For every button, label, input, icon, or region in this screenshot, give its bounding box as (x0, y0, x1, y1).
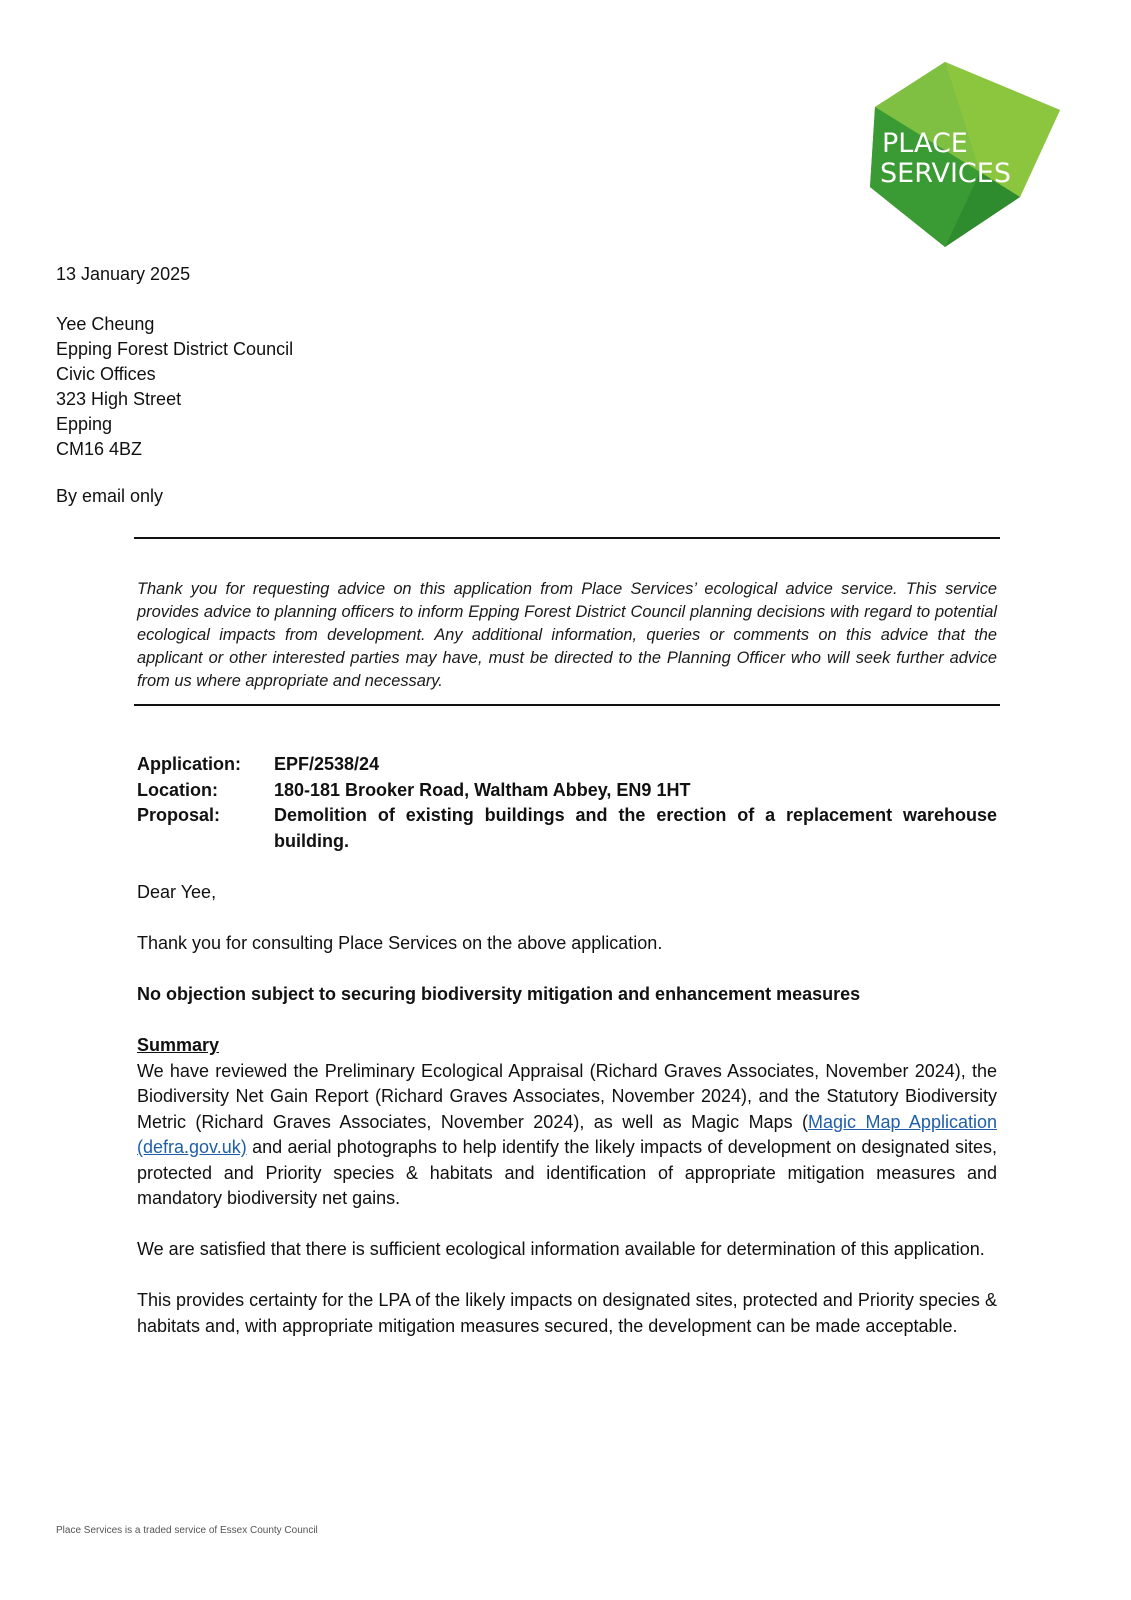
recipient-postcode: CM16 4BZ (56, 439, 143, 459)
conclusion: No objection subject to securing biodiversity mitigation and enhancement measures (137, 984, 861, 1004)
summary-text-after-link: and aerial photographs to help identify the likely impacts of development on designated sites, protected and Priority species & habitats and identification of appropriate mitigation measures and mandatory biodiversity net gains. (137, 1137, 997, 1208)
certainty-paragraph: This provides certainty for the LPA of the likely impacts on designated sites, protected and Priority species & habitats and, with appropriate mitigation measures secured, the development can be made acceptable. (137, 1290, 997, 1336)
divider-top (134, 537, 1000, 539)
summary-heading: Summary (137, 1035, 220, 1055)
location-row (137, 778, 997, 804)
summary-paragraph (137, 1059, 997, 1212)
logo-text-line2: SERVICES (880, 158, 1011, 189)
address-block (56, 262, 293, 509)
proposal-label: Proposal: (137, 805, 221, 825)
location-label: Location: (137, 779, 218, 800)
recipient-town: Epping (56, 414, 113, 434)
proposal-value: Demolition of existing buildings and the erection of a replacement warehouse building. (274, 805, 997, 851)
delivery-method: By email only (56, 486, 164, 506)
divider-bottom (134, 704, 1000, 706)
place-services-logo (870, 62, 1060, 247)
recipient-street: 323 High Street (56, 389, 182, 409)
satisfied-paragraph: We are satisfied that there is sufficient ecological information available for determination of this application. (137, 1239, 985, 1259)
application-label: Application: (137, 754, 241, 774)
footer-note: Place Services is a traded service of Essex County Council (56, 1525, 318, 1536)
salutation: Dear Yee, (137, 882, 217, 902)
application-details (137, 752, 997, 854)
application-row (137, 752, 997, 778)
intro-notice: Thank you for requesting advice on this application from Place Services’ ecological advice service. This service provides advice to planning officers to inform Epping Forest District Council planning decisions with regard to potential ecological impacts from development. Any additional information, queries or comments on this advice that the applicant or other interested parties may have, must be directed to the Planning Officer who will seek further advice from us where appropriate and necessary. (137, 580, 997, 690)
proposal-row (137, 803, 997, 854)
place-services-logo-icon (870, 62, 1060, 247)
letter-body (137, 880, 997, 1365)
letter-date: 13 January 2025 (56, 264, 191, 284)
recipient-name: Yee Cheung (56, 314, 155, 334)
logo-text-line1: PLACE (882, 128, 968, 159)
recipient-organisation: Epping Forest District Council (56, 339, 294, 359)
thanks-paragraph: Thank you for consulting Place Services on the above application. (137, 933, 663, 953)
application-value: EPF/2538/24 (274, 754, 380, 774)
magic-map-link[interactable]: Magic Map Application (defra.gov.uk) (137, 1111, 997, 1157)
recipient-building: Civic Offices (56, 364, 156, 384)
location-value: 180-181 Brooker Road, Waltham Abbey, EN9 1HT (274, 779, 691, 800)
summary-text-before-link: We have reviewed the Preliminary Ecological Appraisal (Richard Graves Associates, November 2024), the Biodiversity Net Gain Report (Richard Graves Associates, November 2024), and the Statutory Biodiversity Metric (Richard Graves Associates, November 2024), as well as Magic Maps ( (137, 1060, 997, 1132)
